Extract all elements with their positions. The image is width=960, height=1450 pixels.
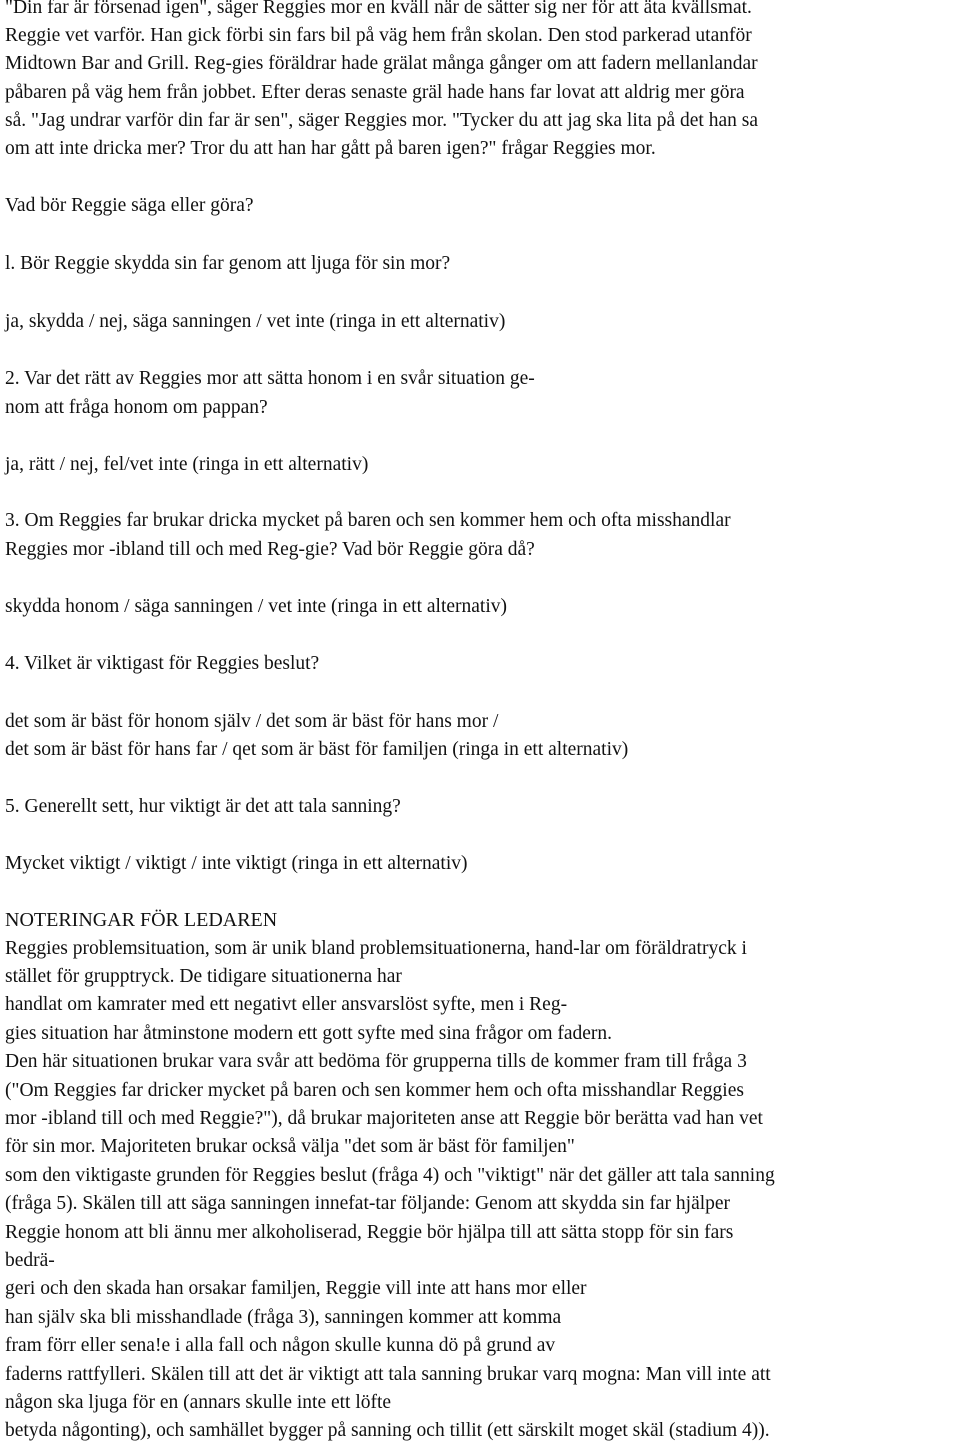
question-5-text: 5. Generellt sett, hur viktigt är det att tala sanning? (5, 796, 401, 817)
notes-line: fram förr eller sena!e i alla fall och någon skulle kunna dö på grund av (5, 1335, 556, 1356)
notes-line: Reggies problemsituation, som är unik bland problemsituationerna, hand-lar om föräldratryck i (5, 938, 747, 959)
notes-line: någon ska ljuga för en (annars skulle inte ett löfte (5, 1392, 392, 1413)
notes-line: som den viktigaste grunden för Reggies beslut (fråga 4) och "viktigt" när det gäller att tala sanning (5, 1165, 775, 1186)
question-4-text: 4. Vilket är viktigast för Reggies beslut? (5, 653, 320, 674)
notes-line: ("Om Reggies far dricker mycket på baren och sen kommer hem och ofta misshandlar Reggies (5, 1080, 744, 1101)
question-2-text: nom att fråga honom om pappan? (5, 397, 268, 418)
question-4-answer: det som är bäst för hans far / qet som är bäst för familjen (ringa in ett alternativ) (5, 739, 629, 760)
notes-line: betyda någonting), och samhället bygger på sanning och tillit (ett särskilt moget skäl (stadium 4)). (5, 1420, 770, 1441)
question-2-answer: ja, rätt / nej, fel/vet inte (ringa in ett alternativ) (5, 454, 369, 475)
intro-line: Midtown Bar and Grill. Reg-gies föräldrar hade grälat många gånger om att fadern mellanlandar (5, 53, 758, 74)
question-3-text: Reggies mor -ibland till och med Reg-gie? Vad bör Reggie göra då? (5, 539, 535, 560)
question-5-answer: Mycket viktigt / viktigt / inte viktigt (ringa in ett alternativ) (5, 853, 468, 874)
intro-line: "Din far är försenad igen", säger Reggies mor en kväll när de sätter sig ner för att äta kvällsmat. (5, 0, 752, 18)
question-1-answer: ja, skydda / nej, säga sanningen / vet inte (ringa in ett alternativ) (5, 311, 506, 332)
notes-line: han själv ska bli misshandlade (fråga 3), sanningen kommer att komma (5, 1307, 562, 1328)
question-3-answer: skydda honom / säga sanningen / vet inte (ringa in ett alternativ) (5, 596, 507, 617)
intro-line: påbaren på väg hem från jobbet. Efter deras senaste gräl hade hans far lovat att aldrig mer göra (5, 82, 745, 103)
notes-line: stället för grupptryck. De tidigare situationerna har (5, 966, 402, 987)
question-4-answer: det som är bäst för honom själv / det som är bäst för hans mor / (5, 711, 499, 732)
prompt: Vad bör Reggie säga eller göra? (5, 195, 254, 216)
question-1-text: l. Bör Reggie skydda sin far genom att ljuga för sin mor? (5, 253, 451, 274)
notes-line: (fråga 5). Skälen till att säga sanningen innefat-tar följande: Genom att skydda sin far hjälper (5, 1193, 731, 1214)
notes-line: bedrä- (5, 1250, 55, 1271)
notes-line: geri och den skada han orsakar familjen, Reggie vill inte att hans mor eller (5, 1278, 587, 1299)
notes-line: Den här situationen brukar vara svår att bedöma för grupperna tills de kommer fram till fråga 3 (5, 1051, 747, 1072)
intro-line: om att inte dricka mer? Tror du att han har gått på baren igen?" frågar Reggies mor. (5, 138, 656, 159)
question-3-text: 3. Om Reggies far brukar dricka mycket på baren och sen kommer hem och ofta misshandlar (5, 510, 731, 531)
notes-heading: NOTERINGAR FÖR LEDAREN (5, 909, 278, 931)
notes-line: för sin mor. Majoriteten brukar också välja "det som är bäst för familjen" (5, 1136, 575, 1157)
intro-line: Reggie vet varför. Han gick förbi sin fars bil på väg hem från skolan. Den stod parkerad utanför (5, 25, 752, 46)
notes-line: Reggie honom att bli ännu mer alkoholiserad, Reggie bör hjälpa till att sätta stopp för sin fars (5, 1222, 734, 1243)
notes-line: handlat om kamrater med ett negativt eller ansvarslöst syfte, men i Reg- (5, 994, 568, 1015)
notes-line: faderns rattfylleri. Skälen till att det är viktigt att tala sanning brukar varq mogna: Man vill inte att (5, 1364, 771, 1385)
question-2-text: 2. Var det rätt av Reggies mor att sätta honom i en svår situation ge- (5, 368, 535, 389)
notes-line: mor -ibland till och med Reggie?"), då brukar majoriteten anse att Reggie bör berätta vad han vet (5, 1108, 763, 1129)
notes-line: gies situation har åtminstone modern ett gott syfte med sina frågor om fadern. (5, 1023, 613, 1044)
intro-line: så. "Jag undrar varför din far är sen", säger Reggies mor. "Tycker du att jag ska lita på det han sa (5, 110, 758, 131)
